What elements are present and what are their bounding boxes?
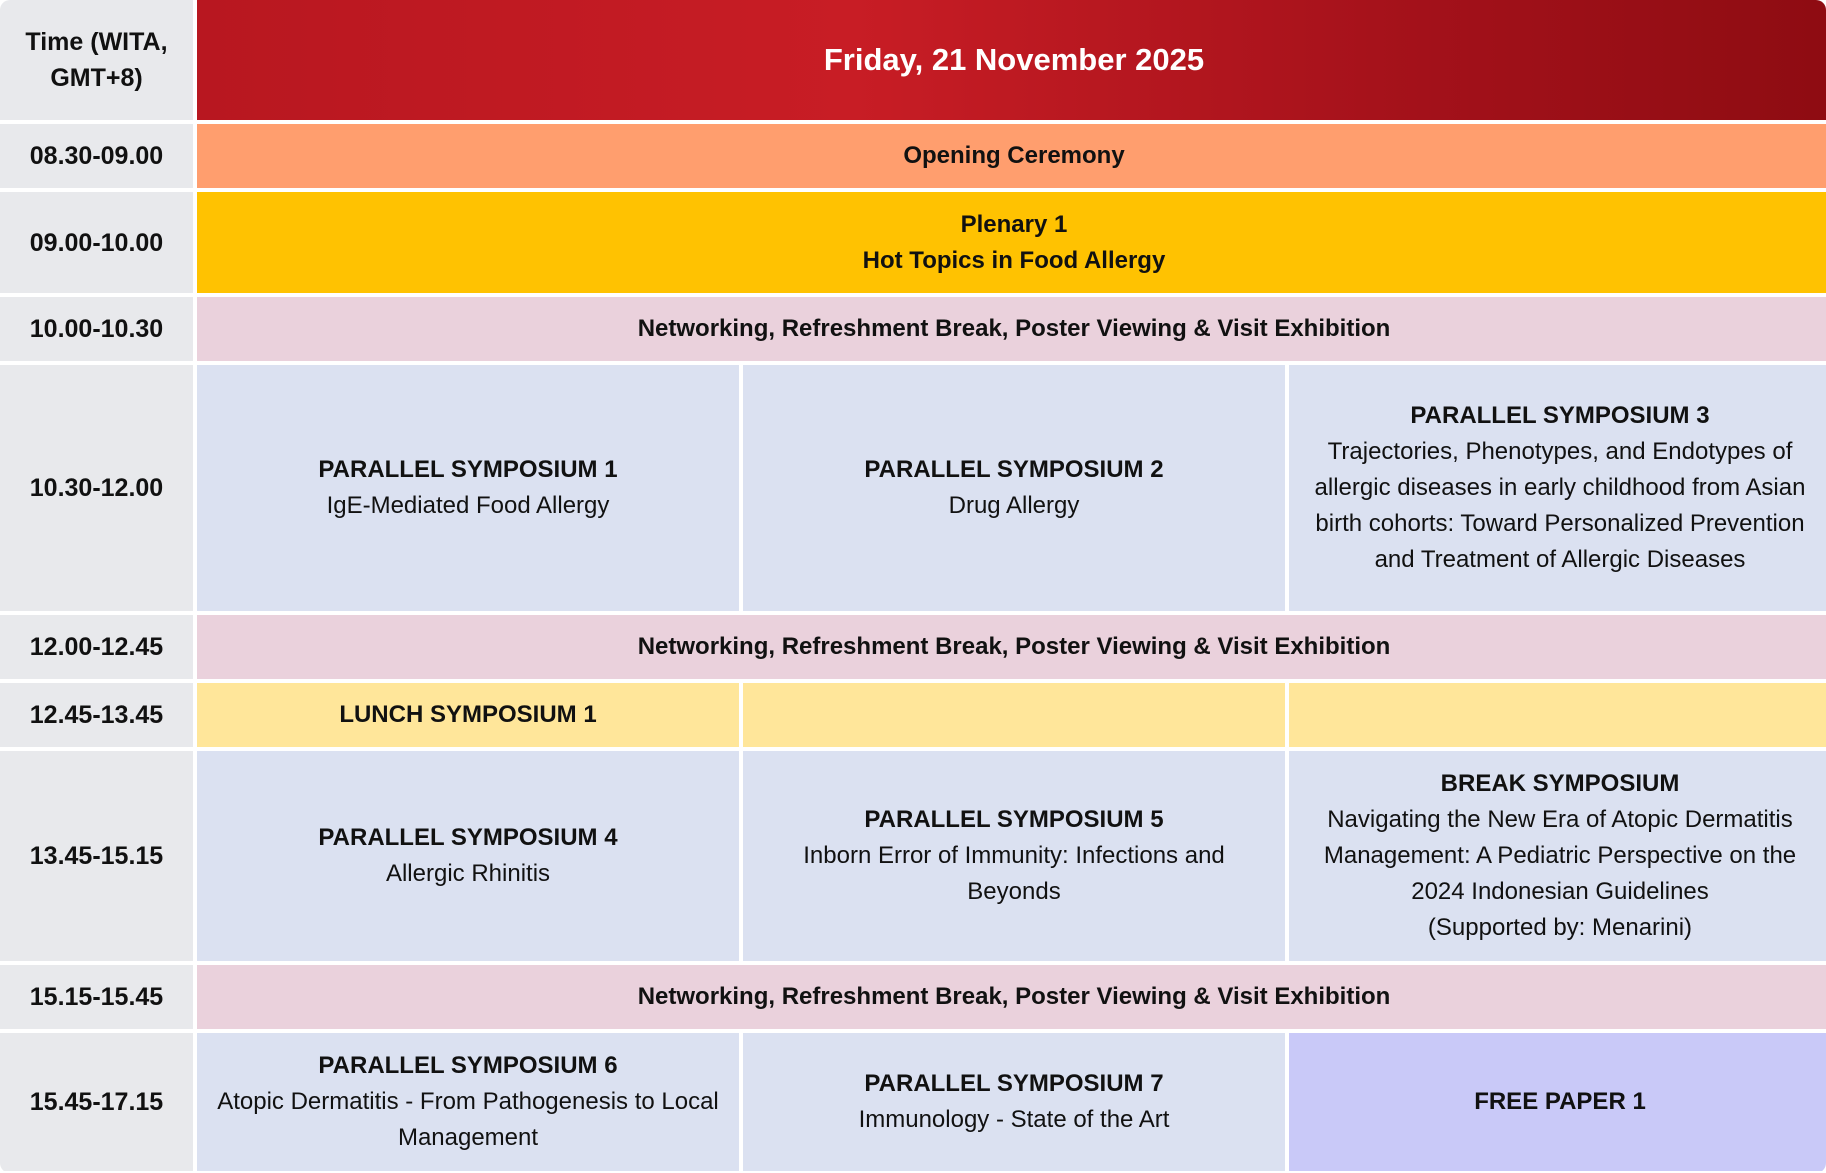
session-subtitle: Navigating the New Era of Atopic Dermatitis Management: A Pediatric Perspective on the 2024 Indonesian Guidelines (1323, 806, 1797, 905)
time-column-label: Time (WITA, GMT+8) (25, 28, 168, 92)
session-title: Opening Ceremony (903, 142, 1125, 169)
session-title: PARALLEL SYMPOSIUM 5 (864, 806, 1164, 833)
parallel-symposium-7-cell (743, 1033, 1285, 1171)
time-slot (0, 683, 193, 747)
session-title: LUNCH SYMPOSIUM 1 (339, 701, 597, 728)
session-title: FREE PAPER 1 (1474, 1088, 1646, 1115)
time-label: 12.00-12.45 (29, 633, 164, 661)
session-title: PARALLEL SYMPOSIUM 1 (318, 456, 618, 483)
break-symposium-cell (1289, 751, 1826, 961)
plenary-cell (197, 192, 1826, 293)
parallel-symposium-5-cell (743, 751, 1285, 961)
parallel-symposium-1-cell (197, 365, 739, 611)
time-slot (0, 751, 193, 961)
session-subtitle: Atopic Dermatitis - From Pathogenesis to Local Management (217, 1088, 719, 1151)
time-label: 09.00-10.00 (29, 228, 164, 257)
session-title: Plenary 1 (960, 210, 1068, 238)
time-label: 15.15-15.45 (29, 983, 164, 1011)
parallel-symposium-4-cell (197, 751, 739, 961)
time-label: 08.30-09.00 (29, 142, 164, 170)
time-slot (0, 192, 193, 293)
session-subtitle: Hot Topics in Food Allergy (862, 246, 1166, 274)
parallel-symposium-6-cell (197, 1033, 739, 1171)
time-slot (0, 615, 193, 679)
lunch-empty-cell (743, 683, 1285, 747)
time-slot (0, 124, 193, 188)
break-cell (197, 965, 1826, 1029)
date-title: Friday, 21 November 2025 (823, 42, 1205, 77)
time-label: 10.30-12.00 (29, 474, 164, 502)
date-header (197, 0, 1826, 120)
session-subtitle: Immunology - State of the Art (858, 1106, 1170, 1133)
time-slot (0, 297, 193, 361)
session-subtitle: Inborn Error of Immunity: Infections and Beyonds (803, 842, 1225, 905)
session-subtitle: IgE-Mediated Food Allergy (326, 492, 610, 519)
parallel-symposium-2-cell (743, 365, 1285, 611)
time-slot (0, 965, 193, 1029)
sponsor-note: (Supported by: Menarini) (1427, 914, 1693, 941)
session-title: Networking, Refreshment Break, Poster Viewing & Visit Exhibition (637, 315, 1391, 342)
opening-ceremony-cell (197, 124, 1826, 188)
time-label: 12.45-13.45 (29, 701, 164, 729)
session-title: PARALLEL SYMPOSIUM 2 (864, 456, 1164, 483)
lunch-symposium-1-cell (197, 683, 739, 747)
session-title: PARALLEL SYMPOSIUM 3 (1410, 402, 1710, 429)
time-column-header (0, 0, 193, 120)
session-title: PARALLEL SYMPOSIUM 6 (318, 1052, 618, 1079)
session-title: Networking, Refreshment Break, Poster Viewing & Visit Exhibition (637, 983, 1391, 1010)
time-label: 13.45-15.15 (29, 842, 164, 870)
time-slot (0, 365, 193, 611)
time-label: 15.45-17.15 (29, 1088, 164, 1116)
session-title: PARALLEL SYMPOSIUM 7 (864, 1070, 1164, 1097)
lunch-empty-cell (1289, 683, 1826, 747)
time-slot (0, 1033, 193, 1171)
session-title: BREAK SYMPOSIUM (1440, 770, 1680, 797)
break-cell (197, 615, 1826, 679)
parallel-symposium-3-cell (1289, 365, 1826, 611)
session-subtitle: Drug Allergy (948, 492, 1080, 519)
break-cell (197, 297, 1826, 361)
session-title: Networking, Refreshment Break, Poster Viewing & Visit Exhibition (637, 633, 1391, 660)
session-subtitle: Allergic Rhinitis (385, 860, 551, 887)
time-label: 10.00-10.30 (29, 315, 164, 343)
session-subtitle: Trajectories, Phenotypes, and Endotypes of allergic diseases in early childhood from Asian birth cohorts: Toward Personalized Prevention and Treatment of Allergic Diseases (1314, 438, 1806, 573)
session-title: PARALLEL SYMPOSIUM 4 (318, 824, 618, 851)
free-paper-1-cell (1289, 1033, 1826, 1171)
